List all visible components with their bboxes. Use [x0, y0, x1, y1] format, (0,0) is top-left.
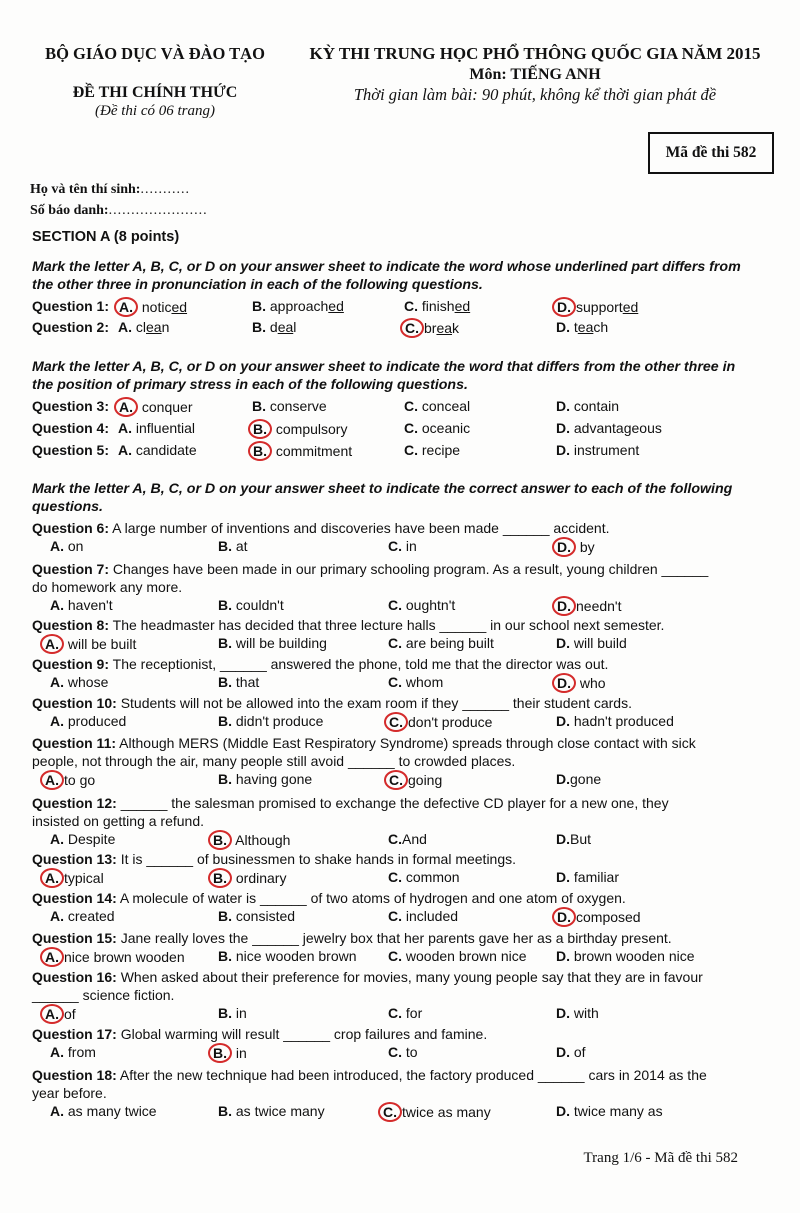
page-count-note: (Đề thi có 06 trang) [95, 103, 215, 119]
option-letter: B. [218, 635, 232, 651]
option-letter: A. [50, 1044, 64, 1060]
option-d[interactable]: D. instrument [556, 442, 640, 458]
option-c[interactable]: C. oughtn't [388, 597, 456, 613]
answer-circle-mark [384, 770, 408, 790]
option-letter: C. [404, 298, 418, 314]
option-d[interactable]: D. needn't [556, 596, 622, 616]
option-a[interactable]: A. Despite [50, 831, 116, 847]
option-c[interactable]: C. to [388, 1044, 418, 1060]
option-letter: C. [405, 320, 419, 336]
option-letter: C. [404, 442, 418, 458]
option-c[interactable]: C. for [388, 1005, 423, 1021]
exam-title: KỲ THI TRUNG HỌC PHỔ THÔNG QUỐC GIA NĂM 2015 [309, 44, 761, 63]
question-9: Question 9: The receptionist, ______ answered the phone, told me that the director was out. A. whose B. that C. whom D. who [32, 656, 609, 691]
option-a[interactable]: A. candidate [118, 442, 197, 458]
option-c[interactable]: C.And [388, 831, 427, 847]
option-letter: D. [556, 713, 570, 729]
option-letter: D. [557, 675, 571, 691]
option-b[interactable]: B. in [212, 1043, 247, 1063]
answer-circle-mark [40, 1004, 64, 1024]
option-letter: D. [556, 869, 570, 885]
option-letter: B. [213, 870, 227, 886]
option-b[interactable]: B. couldn't [218, 597, 284, 613]
option-a[interactable]: A. produced [50, 713, 127, 729]
option-letter: A. [45, 1006, 59, 1022]
option-letter: B. [252, 398, 266, 414]
answer-circle-mark [552, 297, 576, 317]
instruction-correct-answer: Mark the letter A, B, C, or D on your answer sheet to indicate the correct answer to each of the following questions. [32, 481, 733, 515]
answer-circle-mark [208, 1043, 232, 1063]
section-title: SECTION A (8 points) [32, 229, 180, 245]
option-letter: A. [50, 674, 64, 690]
option-a[interactable]: A. to go [44, 770, 95, 790]
option-letter: A. [50, 597, 64, 613]
option-d[interactable]: D. of [556, 1044, 586, 1060]
option-d[interactable]: D. by [556, 537, 595, 557]
option-letter: A. [50, 538, 64, 554]
option-c[interactable]: C. recipe [404, 442, 461, 458]
option-letter: C. [388, 1005, 402, 1021]
option-letter: B. [218, 1005, 232, 1021]
option-d[interactable]: D. familiar [556, 869, 620, 885]
option-letter: C. [389, 772, 403, 788]
option-letter: D. [556, 420, 570, 436]
option-a[interactable]: A. clean [118, 319, 170, 335]
option-a[interactable]: A. on [50, 538, 84, 554]
answer-circle-mark [40, 770, 64, 790]
question-2: Question 2: A. clean B. deal C. break D. teach [32, 319, 609, 336]
option-c[interactable]: C. conceal [404, 398, 471, 414]
option-letter: C. [404, 398, 418, 414]
option-letter: B. [218, 1103, 232, 1119]
option-letter: B. [218, 948, 232, 964]
option-d[interactable]: D. contain [556, 398, 620, 414]
option-letter: C. [383, 1104, 397, 1120]
option-letter: D. [557, 909, 571, 925]
option-a[interactable]: A. as many twice [50, 1103, 157, 1119]
question-6: Question 6: A large number of inventions and discoveries have been made ______ accident. A. on B. at C. in D. by [32, 520, 610, 555]
option-d[interactable]: D. twice many as [556, 1103, 663, 1119]
answer-circle-mark [208, 830, 232, 850]
option-b[interactable]: B. in [218, 1005, 247, 1021]
option-d[interactable]: D. who [556, 673, 606, 693]
option-b[interactable]: B. at [218, 538, 248, 554]
option-letter: B. [218, 713, 232, 729]
option-letter: D. [557, 299, 571, 315]
option-c[interactable]: C. are being built [388, 635, 494, 651]
option-c[interactable]: C. common [388, 869, 460, 885]
option-letter: C. [388, 908, 402, 924]
option-c[interactable]: C. oceanic [404, 420, 471, 436]
question-18: Question 18: After the new technique had been introduced, the factory produced ______ cars in 2014 as the year before. A. as many twice B. as twice many C. twice as many D. twice many as [32, 1067, 707, 1120]
ministry-name: BỘ GIÁO DỤC VÀ ĐÀO TẠO [45, 44, 265, 63]
question-10: Question 10: Students will not be allowed into the exam room if they ______ their student cards. A. produced B. didn't produce C. don't produce D. hadn't produced [32, 695, 674, 730]
candidate-name-label: Họ và tên thí sinh: [30, 182, 141, 197]
option-letter: D. [556, 1103, 570, 1119]
answer-circle-mark [40, 947, 64, 967]
option-a[interactable]: A. noticed [118, 297, 187, 317]
option-b[interactable]: B. commitment [252, 441, 352, 461]
option-letter: C. [389, 714, 403, 730]
answer-circle-mark [208, 868, 232, 888]
answer-circle-mark [552, 907, 576, 927]
option-letter: C. [388, 538, 402, 554]
option-letter: C. [388, 831, 402, 847]
option-letter: D. [557, 539, 571, 555]
option-a[interactable]: A. typical [44, 868, 104, 888]
option-a[interactable]: A. conquer [118, 397, 192, 417]
option-c[interactable]: C. break [404, 318, 459, 338]
option-d[interactable]: D. brown wooden nice [556, 948, 695, 964]
option-letter: D. [556, 398, 570, 414]
option-d[interactable]: D. advantageous [556, 420, 662, 436]
answer-circle-mark [40, 868, 64, 888]
option-letter: D. [556, 831, 570, 847]
option-d[interactable]: D.But [556, 831, 592, 847]
option-letter: D. [556, 771, 570, 787]
option-letter: D. [556, 1044, 570, 1060]
option-letter: C. [388, 635, 402, 651]
option-c[interactable]: C. in [388, 538, 417, 554]
option-letter: B. [253, 443, 267, 459]
option-b[interactable]: B. didn't produce [218, 713, 324, 729]
option-letter: D. [556, 319, 570, 335]
option-a[interactable]: A. haven't [50, 597, 113, 613]
official-exam-label: ĐỀ THI CHÍNH THỨC [72, 84, 238, 101]
option-a[interactable]: A. whose [50, 674, 109, 690]
question-7: Question 7: Changes have been made in our primary schooling program. As a result, young children ______ do homework any more. A. haven't B. couldn't C. oughtn't D. needn't [32, 561, 709, 614]
option-a[interactable]: A. from [50, 1044, 96, 1060]
candidate-name-dots: ........... [140, 182, 190, 197]
option-b[interactable]: B. deal [252, 319, 297, 335]
option-letter: B. [252, 319, 266, 335]
question-14: Question 14: A molecule of water is ______ of two atoms of hydrogen and one atom of oxygen. A. created B. consisted C. included D. composed [32, 890, 641, 925]
option-d[interactable]: D. teach [556, 319, 609, 335]
answer-circle-mark [40, 634, 64, 654]
option-letter: B. [213, 1045, 227, 1061]
option-d[interactable]: D. will build [556, 635, 627, 651]
subject-label: Môn: TIẾNG ANH [469, 66, 601, 83]
option-letter: A. [50, 1103, 64, 1119]
option-a[interactable]: A. influential [118, 420, 196, 436]
option-b[interactable]: B. approached [252, 298, 344, 314]
option-letter: C. [404, 420, 418, 436]
option-letter: D. [556, 948, 570, 964]
answer-circle-mark [552, 537, 576, 557]
candidate-id-field [30, 203, 208, 219]
option-b[interactable]: B. as twice many [218, 1103, 325, 1119]
option-letter: D. [556, 1005, 570, 1021]
option-c[interactable]: C. included [388, 908, 459, 924]
question-13: Question 13: It is ______ of businessmen to shake hands in formal meetings. A. typical B. ordinary C. common D. familiar [32, 851, 620, 886]
option-c[interactable]: C. whom [388, 674, 444, 690]
option-letter: C. [388, 597, 402, 613]
header-left [30, 44, 280, 120]
option-letter: D. [557, 598, 571, 614]
instruction-pronunciation: Mark the letter A, B, C, or D on your answer sheet to indicate the word whose underlined part differs from the other three in pronunciation in each of the following questions. [32, 259, 741, 293]
option-letter: A. [118, 420, 132, 436]
option-b[interactable]: B. compulsory [252, 419, 347, 439]
exam-code: Mã đề thi 582 [665, 144, 757, 161]
option-a[interactable]: A. of [44, 1004, 76, 1024]
answer-circle-mark [400, 318, 424, 338]
option-letter: B. [252, 298, 266, 314]
answer-circle-mark [552, 596, 576, 616]
option-letter: A. [45, 636, 59, 652]
option-letter: A. [45, 772, 59, 788]
candidate-name-field [30, 182, 190, 198]
option-b[interactable]: B. nice wooden brown [218, 948, 357, 964]
question-16: Question 16: When asked about their preference for movies, many young people say that they are in favour ______ science fiction. A. of B. in C. for D. with [32, 969, 703, 1022]
option-letter: B. [218, 538, 232, 554]
option-b[interactable]: B. that [218, 674, 260, 690]
option-c[interactable]: C. twice as many [382, 1102, 491, 1122]
option-d[interactable]: D. composed [556, 907, 641, 927]
option-b[interactable]: B. ordinary [212, 868, 286, 888]
option-letter: B. [213, 832, 227, 848]
option-letter: A. [119, 299, 133, 315]
question-label: Question 1: [32, 298, 110, 314]
option-letter: B. [218, 771, 232, 787]
option-letter: A. [45, 870, 59, 886]
option-b[interactable]: B. Although [212, 830, 290, 850]
option-letter: C. [388, 674, 402, 690]
answer-circle-mark [248, 441, 272, 461]
question-4: Question 4: A. influential B. compulsory C. oceanic D. advantageous [32, 420, 662, 437]
option-letter: C. [388, 869, 402, 885]
option-letter: B. [218, 674, 232, 690]
answer-circle-mark [552, 673, 576, 693]
question-1 [32, 297, 752, 317]
option-letter: A. [118, 442, 132, 458]
option-letter: A. [50, 831, 64, 847]
option-d[interactable]: D. hadn't produced [556, 713, 674, 729]
header-right [290, 44, 780, 105]
option-letter: C. [388, 1044, 402, 1060]
option-letter: A. [45, 949, 59, 965]
option-d[interactable]: D. with [556, 1005, 599, 1021]
candidate-id-label: Số báo danh: [30, 203, 109, 218]
question-15: Question 15: Jane really loves the ______ jewelry box that her parents gave her as a birthday present. A. nice brown wooden B. nice wooden brown C. wooden brown nice D. brown wooden nice [32, 930, 695, 965]
option-letter: C. [388, 948, 402, 964]
option-a[interactable]: A. created [50, 908, 115, 924]
instruction-stress: Mark the letter A, B, C, or D on your answer sheet to indicate the word that differs from the other three in the position of primary stress in each of the following questions. [32, 359, 736, 393]
option-letter: D. [556, 635, 570, 651]
exam-code-box [648, 132, 774, 174]
option-letter: B. [253, 421, 267, 437]
option-b[interactable]: B. consisted [218, 908, 296, 924]
option-c[interactable]: C. going [388, 770, 442, 790]
option-letter: B. [218, 597, 232, 613]
answer-circle-mark [114, 397, 138, 417]
option-letter: A. [119, 399, 133, 415]
option-c[interactable]: C. wooden brown nice [388, 948, 527, 964]
answer-circle-mark [114, 297, 138, 317]
time-note: Thời gian làm bài: 90 phút, không kể thời gian phát đề [353, 85, 717, 104]
option-b[interactable]: B. will be building [218, 635, 327, 651]
question-17: Question 17: Global warming will result ______ crop failures and famine. A. from B. in C. to D. of [32, 1026, 586, 1061]
answer-circle-mark [248, 419, 272, 439]
option-letter: A. [50, 908, 64, 924]
answer-circle-mark [384, 712, 408, 732]
candidate-id-dots: ...................... [108, 203, 208, 218]
option-d[interactable]: D.gone [556, 771, 602, 787]
question-12: Question 12: ______ the salesman promised to exchange the defective CD player for a new one, they insisted on getting a refund. A. Despite B. Although C.And D.But [32, 795, 669, 848]
option-c[interactable]: C. finished [404, 298, 471, 314]
option-b[interactable]: B. having gone [218, 771, 313, 787]
option-letter: A. [50, 713, 64, 729]
option-letter: B. [218, 908, 232, 924]
option-a[interactable]: A. nice brown wooden [44, 947, 185, 967]
page-footer: Trang 1/6 - Mã đề thi 582 [583, 1150, 738, 1166]
question-8: Question 8: The headmaster has decided that three lecture halls ______ in our school next semester. A. will be built B. will be building C. are being built D. will build [32, 617, 665, 652]
option-a[interactable]: A. will be built [44, 634, 136, 654]
question-11: Question 11: Although MERS (Middle East Respiratory Syndrome) spreads through close contact with sick people, not through the air, many people still avoid ______ to crowded places. A. to go B. having gone C. going D.gone [32, 735, 696, 788]
question-5: Question 5: A. candidate B. commitment C. recipe D. instrument [32, 442, 640, 459]
answer-circle-mark [378, 1102, 402, 1122]
option-b[interactable]: B. conserve [252, 398, 327, 414]
option-c[interactable]: C. don't produce [388, 712, 492, 732]
option-d[interactable]: D. supported [556, 297, 638, 317]
option-letter: D. [556, 442, 570, 458]
question-3: Question 3: A. conquer B. conserve C. conceal D. contain [32, 398, 620, 415]
option-letter: A. [118, 319, 132, 335]
